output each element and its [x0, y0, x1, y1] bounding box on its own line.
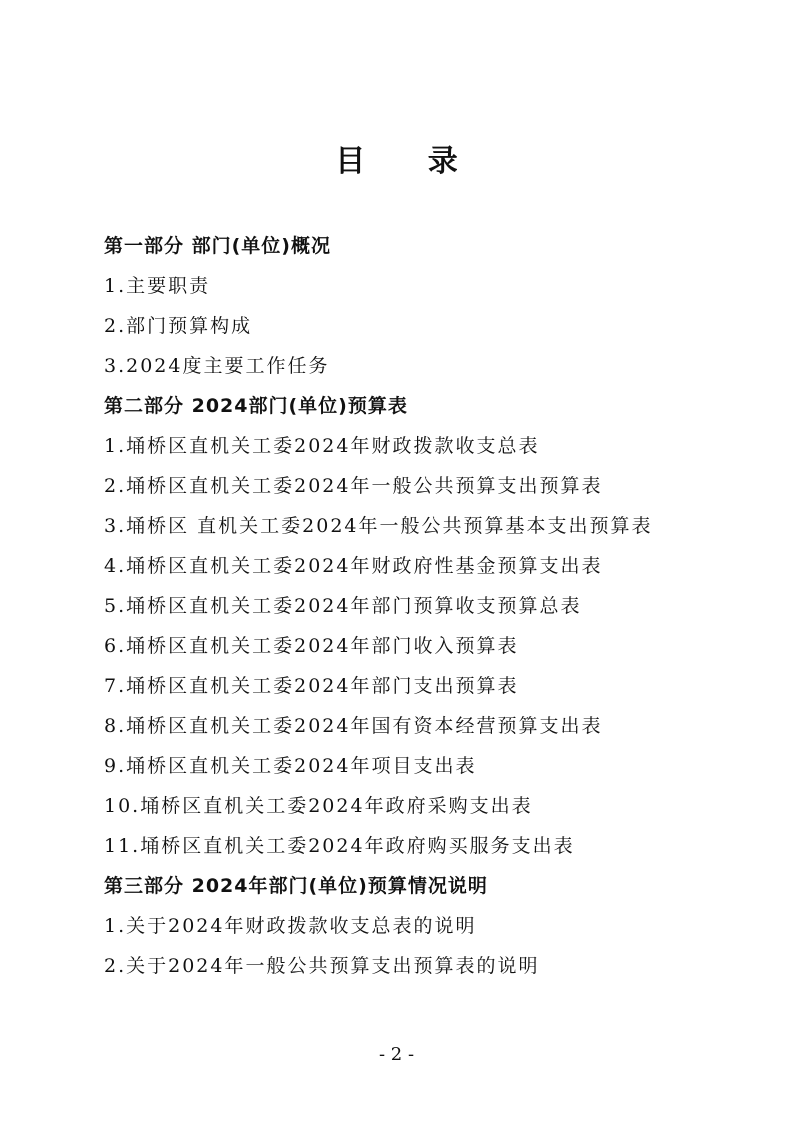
table-of-contents: [104, 226, 724, 986]
page-number: - 2 -: [378, 1044, 415, 1065]
page-title: 目 录: [335, 144, 484, 179]
toc-item[interactable]: 1.埇桥区直机关工委2024年财政拨款收支总表: [104, 435, 540, 457]
toc-item[interactable]: 4.埇桥区直机关工委2024年财政府性基金预算支出表: [104, 555, 603, 577]
toc-item[interactable]: 6.埇桥区直机关工委2024年部门收入预算表: [104, 635, 519, 657]
toc-item[interactable]: 2.关于2024年一般公共预算支出预算表的说明: [104, 955, 540, 977]
toc-item[interactable]: 1.主要职责: [104, 275, 211, 297]
toc-item[interactable]: 11.埇桥区直机关工委2024年政府购买服务支出表: [104, 835, 575, 857]
section-heading-part-one[interactable]: 第一部分 部门(单位)概况: [104, 235, 331, 257]
toc-item[interactable]: 3.2024度主要工作任务: [104, 355, 330, 377]
toc-item[interactable]: 5.埇桥区直机关工委2024年部门预算收支预算总表: [104, 595, 582, 617]
toc-item[interactable]: 2.部门预算构成: [104, 315, 253, 337]
toc-item[interactable]: 7.埇桥区直机关工委2024年部门支出预算表: [104, 675, 519, 697]
section-heading-part-three[interactable]: 第三部分 2024年部门(单位)预算情况说明: [104, 875, 488, 897]
toc-item[interactable]: 10.埇桥区直机关工委2024年政府采购支出表: [104, 795, 533, 817]
section-heading-part-two[interactable]: 第二部分 2024部门(单位)预算表: [104, 395, 408, 417]
toc-item[interactable]: 1.关于2024年财政拨款收支总表的说明: [104, 915, 477, 937]
toc-item[interactable]: 2.埇桥区直机关工委2024年一般公共预算支出预算表: [104, 475, 603, 497]
toc-item[interactable]: 9.埇桥区直机关工委2024年项目支出表: [104, 755, 477, 777]
toc-item[interactable]: 8.埇桥区直机关工委2024年国有资本经营预算支出表: [104, 715, 603, 737]
toc-item[interactable]: 3.埇桥区 直机关工委2024年一般公共预算基本支出预算表: [104, 515, 653, 537]
